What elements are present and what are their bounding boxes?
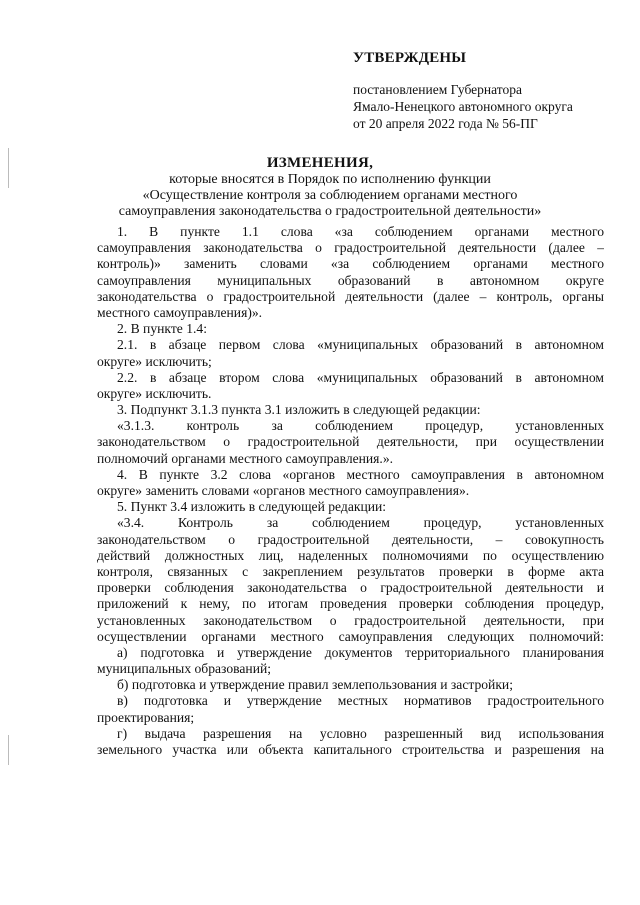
body-line: 2.2. в абзаце втором слова «муниципальных образований в автономном [117,369,604,385]
body-line: проектирования; [97,709,195,725]
document-subtitle [80,172,580,220]
body-line: контроль)» заменить словами «за соблюдением органами местного [97,256,604,272]
body-line: полномочий органами местного самоуправления.». [97,450,394,466]
body-line: 2. В пункте 1.4: [117,321,207,337]
body-line: местного самоуправления)». [97,304,263,320]
body-line: самоуправления законодательства о градостроительной деятельности (далее – [97,240,604,256]
body-line: «3.4. Контроль за соблюдением процедур, установленных [117,515,604,531]
approved-heading: УТВЕРЖДЕНЫ [353,50,467,66]
body-line: а) подготовка и утверждение документов территориального планирования [117,644,604,660]
body-line: 1. В пункте 1.1 слова «за соблюдением органами местного [117,224,604,239]
body-line: «3.1.3. контроль за соблюдением процедур, установленных [117,418,604,434]
body-line: самоуправления муниципальных образований в автономном округе [97,272,604,288]
document-body [97,224,604,758]
body-line: 2.1. в абзаце первом слова «муниципальных образований в автономном [117,337,604,353]
body-line: законодательством о градостроительной деятельности, при осуществлении [97,434,604,450]
body-line: контроля, связанных с закреплением результатов проверки в форме акта [97,563,604,579]
body-line: земельного участка или объекта капитального строительства и разрешения на [97,742,604,757]
body-line: законодательства о градостроительной деятельности (далее – контроль, органы [97,288,604,304]
subtitle-line: «Осуществление контроля за соблюдением органами местного [142,188,518,203]
decree-line: постановлением Губернатора [353,82,522,97]
subtitle-line: которые вносятся в Порядок по исполнению функции [169,172,491,187]
decree-reference [353,81,573,132]
body-line: б) подготовка и утверждение правил землепользования и застройки; [117,677,513,693]
decree-line: от 20 апреля 2022 года № 56-ПГ [353,116,538,131]
decree-line: Ямало-Ненецкого автономного округа [353,99,573,114]
scan-edge-mark [8,735,9,765]
body-line: установленных законодательством о градостроительной деятельности, при [97,612,604,628]
body-line: приложений к нему, по итогам проведения проверки соблюдения процедур, [97,596,604,612]
body-line: в) подготовка и утверждение местных нормативов градостроительного [117,693,604,709]
subtitle-line: самоуправления законодательства о градостроительной деятельности» [118,204,542,219]
body-line: округе» исключить. [97,385,212,401]
body-line: 5. Пункт 3.4 изложить в следующей редакции: [117,499,387,515]
document-title: ИЗМЕНЕНИЯ, [266,155,374,171]
body-line: законодательством о градостроительной деятельности, – совокупность [97,531,604,547]
body-line: 4. В пункте 3.2 слова «органов местного самоуправления в автономном [117,466,604,482]
body-line: округе» исключить; [97,353,212,369]
body-line: г) выдача разрешения на условно разрешенный вид использования [117,725,604,741]
body-line: округе» заменить словами «органов местного самоуправления». [97,483,470,498]
body-line: действий должностных лиц, наделенных полномочиями по осуществлению [97,547,604,563]
body-line: 3. Подпункт 3.1.3 пункта 3.1 изложить в следующей редакции: [117,402,481,418]
body-line: муниципальных образований; [97,661,272,677]
body-line: проверки соблюдения законодательства о градостроительной деятельности и [97,580,604,596]
body-line: осуществлении органами местного самоуправления следующих полномочий: [97,628,604,644]
